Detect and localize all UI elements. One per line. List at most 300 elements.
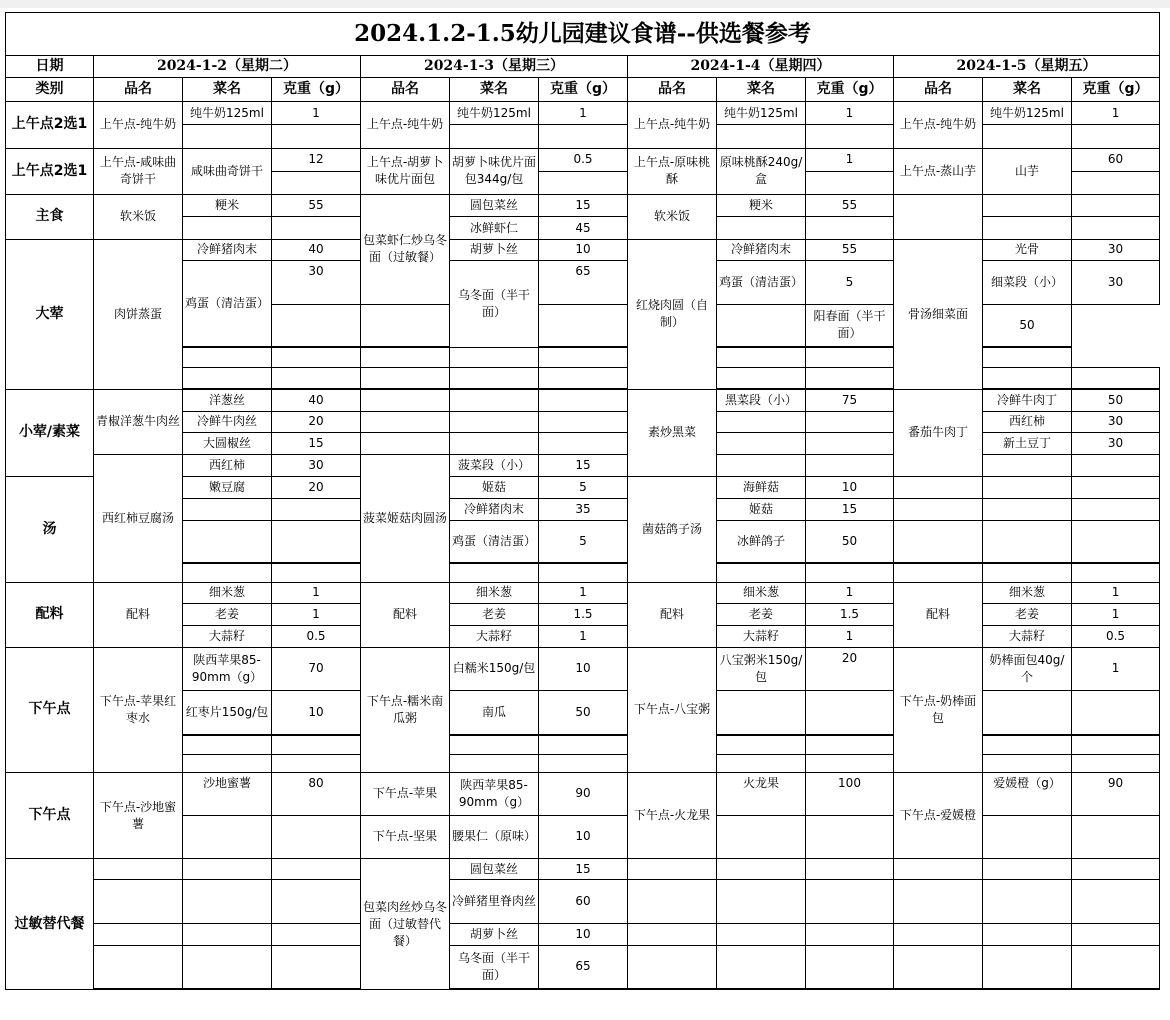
empty-cell <box>450 411 539 432</box>
ingredient-weight: 65 <box>539 260 628 304</box>
empty-cell <box>983 691 1072 735</box>
dish-name: 下午点-坚果 <box>361 815 450 859</box>
ingredient-name: 红枣片150g/包 <box>183 691 272 735</box>
ingredient-name: 火龙果 <box>717 773 806 816</box>
empty-cell <box>983 859 1072 880</box>
dish-name: 素炒黑菜 <box>628 389 717 476</box>
ingredient-weight: 10 <box>539 647 628 691</box>
empty-cell <box>94 988 183 989</box>
dish-name: 西红柿豆腐汤 <box>94 455 183 583</box>
ingredient-name: 冷鲜猪肉末 <box>717 239 806 260</box>
empty-cell <box>1072 368 1160 388</box>
ingredient-weight: 40 <box>272 239 361 260</box>
menu-sheet <box>5 12 1159 990</box>
empty-cell <box>1072 754 1160 772</box>
ingredient-weight: 65 <box>539 946 628 989</box>
ingredient-weight: 55 <box>806 195 894 217</box>
dish-name: 包菜虾仁炒乌冬面（过敏餐） <box>361 195 450 304</box>
ingredient-name: 纯牛奶125ml <box>717 102 806 125</box>
dish-name: 配料 <box>94 582 183 647</box>
empty-cell <box>983 754 1072 772</box>
empty-cell <box>894 946 983 989</box>
empty-cell <box>183 563 272 582</box>
ingredient-name: 细米葱 <box>450 582 539 603</box>
dish-name: 上午点-蒸山芋 <box>894 148 983 195</box>
empty-cell <box>539 411 628 432</box>
dish-name: 上午点-纯牛奶 <box>361 102 450 149</box>
category-label: 过敏替代餐 <box>6 859 94 990</box>
empty-cell <box>1072 946 1160 989</box>
empty-cell <box>717 988 806 989</box>
empty-cell <box>183 217 272 239</box>
ingredient-name: 原味桃酥240g/盒 <box>717 148 806 195</box>
empty-cell <box>450 563 539 582</box>
empty-cell <box>983 563 1072 582</box>
empty-cell <box>272 217 361 239</box>
ingredient-name: 大圆椒丝 <box>183 433 272 455</box>
empty-cell <box>717 859 806 880</box>
empty-cell <box>628 988 717 989</box>
empty-cell <box>806 691 894 735</box>
ingredient-name: 老姜 <box>183 604 272 626</box>
ingredient-weight: 15 <box>806 498 894 520</box>
empty-cell <box>183 368 272 388</box>
empty-cell <box>717 455 806 476</box>
empty-cell <box>450 754 539 772</box>
empty-cell <box>450 348 539 368</box>
empty-cell <box>717 125 806 148</box>
empty-cell <box>94 946 183 989</box>
empty-cell <box>806 125 894 148</box>
dish-name: 下午点-沙地蜜薯 <box>94 773 183 859</box>
ingredient-name: 姬菇 <box>717 498 806 520</box>
ingredient-name: 洋葱丝 <box>183 389 272 411</box>
ingredient-weight: 0.5 <box>272 626 361 647</box>
empty-cell <box>983 880 1072 924</box>
column-header: 克重（g） <box>1072 77 1160 101</box>
dish-name: 下午点-爱媛橙 <box>894 773 983 859</box>
ingredient-weight: 1 <box>539 626 628 647</box>
empty-cell <box>1072 217 1160 239</box>
empty-cell <box>272 368 361 388</box>
browser-top-strip <box>0 0 1170 8</box>
empty-cell <box>183 125 272 148</box>
ingredient-name: 光骨 <box>983 239 1072 260</box>
empty-cell <box>539 348 628 368</box>
empty-cell <box>183 923 272 945</box>
empty-cell <box>983 815 1072 859</box>
ingredient-weight: 30 <box>1072 239 1160 260</box>
empty-cell <box>894 563 983 582</box>
ingredient-weight: 1 <box>1072 582 1160 603</box>
ingredient-weight: 0.5 <box>1072 626 1160 647</box>
ingredient-name: 姬菇 <box>450 476 539 498</box>
ingredient-weight: 50 <box>806 521 894 563</box>
empty-cell <box>1072 691 1160 735</box>
empty-cell <box>894 988 983 989</box>
ingredient-weight: 1 <box>539 582 628 603</box>
empty-cell <box>717 217 806 239</box>
empty-cell <box>1072 455 1160 476</box>
empty-cell <box>183 498 272 520</box>
empty-cell <box>717 563 806 582</box>
empty-cell <box>539 433 628 455</box>
empty-cell <box>1072 880 1160 924</box>
dish-name: 上午点-咸味曲奇饼干 <box>94 148 183 195</box>
empty-cell <box>806 815 894 859</box>
dish-name: 下午点-糯米南瓜粥 <box>361 647 450 773</box>
ingredient-name: 大蒜籽 <box>983 626 1072 647</box>
category-label: 小荤/素菜 <box>6 389 94 476</box>
empty-cell <box>539 735 628 754</box>
dish-name: 骨汤细菜面 <box>894 239 983 389</box>
dish-name: 上午点-原味桃酥 <box>628 148 717 195</box>
empty-cell <box>361 304 450 347</box>
empty-cell <box>272 735 361 754</box>
ingredient-name: 山芋 <box>983 148 1072 195</box>
ingredient-name: 菠菜段（小） <box>450 455 539 476</box>
ingredient-name: 陕西苹果85-90mm（g） <box>183 647 272 691</box>
ingredient-weight: 20 <box>272 411 361 432</box>
dish-name: 菌菇鸽子汤 <box>628 476 717 582</box>
ingredient-name: 老姜 <box>983 604 1072 626</box>
empty-cell <box>272 521 361 563</box>
empty-cell <box>1072 563 1160 582</box>
empty-cell <box>183 815 272 859</box>
column-header: 克重（g） <box>539 77 628 101</box>
ingredient-weight: 10 <box>539 239 628 260</box>
empty-cell <box>361 389 450 411</box>
empty-cell <box>717 735 806 754</box>
ingredient-name: 爱媛橙（g） <box>983 773 1072 816</box>
ingredient-weight: 60 <box>1072 148 1160 171</box>
ingredient-weight: 30 <box>1072 260 1160 304</box>
empty-cell <box>983 217 1072 239</box>
empty-cell <box>717 754 806 772</box>
ingredient-weight: 1 <box>1072 647 1160 691</box>
empty-cell <box>806 217 894 239</box>
dish-name: 下午点-苹果 <box>361 773 450 816</box>
ingredient-name: 冰鲜鸽子 <box>717 521 806 563</box>
empty-cell <box>1072 988 1160 989</box>
ingredient-weight: 80 <box>272 773 361 816</box>
empty-cell <box>806 563 894 582</box>
empty-cell <box>183 735 272 754</box>
column-header: 菜名 <box>450 77 539 101</box>
empty-cell <box>983 195 1072 217</box>
empty-cell <box>894 476 983 498</box>
empty-cell <box>272 171 361 194</box>
empty-cell <box>1072 476 1160 498</box>
ingredient-name: 圆包菜丝 <box>450 195 539 217</box>
date-label: 日期 <box>6 55 94 77</box>
ingredient-weight: 35 <box>539 498 628 520</box>
ingredient-weight: 10 <box>272 691 361 735</box>
empty-cell <box>450 368 539 388</box>
ingredient-weight: 15 <box>539 859 628 880</box>
ingredient-name: 胡萝卜味优片面包344g/包 <box>450 148 539 195</box>
column-header: 品名 <box>894 77 983 101</box>
dish-name: 下午点-八宝粥 <box>628 647 717 773</box>
dish-name: 软米饭 <box>94 195 183 240</box>
ingredient-weight: 10 <box>539 923 628 945</box>
ingredient-name: 奶棒面包40g/个 <box>983 647 1072 691</box>
empty-cell <box>1072 498 1160 520</box>
ingredient-weight: 60 <box>539 880 628 924</box>
empty-cell <box>806 411 894 432</box>
ingredient-weight: 70 <box>272 647 361 691</box>
ingredient-name: 新土豆丁 <box>983 433 1072 455</box>
dish-name: 上午点-纯牛奶 <box>94 102 183 149</box>
ingredient-name: 乌冬面（半干面） <box>450 946 539 989</box>
empty-cell <box>272 304 361 347</box>
ingredient-weight: 30 <box>272 455 361 476</box>
ingredient-weight: 1 <box>272 582 361 603</box>
ingredient-weight: 1 <box>806 626 894 647</box>
ingredient-name: 海鲜菇 <box>717 476 806 498</box>
empty-cell <box>183 348 272 368</box>
ingredient-name: 细米葱 <box>183 582 272 603</box>
category-label: 大荤 <box>6 239 94 389</box>
date-header: 2024-1-3（星期三） <box>361 55 628 77</box>
ingredient-name: 陕西苹果85-90mm（g） <box>450 773 539 816</box>
empty-cell <box>806 433 894 455</box>
ingredient-weight: 5 <box>539 521 628 563</box>
empty-cell <box>983 368 1072 388</box>
empty-cell <box>361 433 450 455</box>
dish-name: 包菜肉丝炒乌冬面（过敏替代餐） <box>361 859 450 990</box>
category-label: 下午点 <box>6 773 94 859</box>
ingredient-weight: 55 <box>806 239 894 260</box>
ingredient-weight: 20 <box>806 647 894 691</box>
empty-cell <box>894 859 983 880</box>
empty-cell <box>361 368 450 388</box>
category-label: 汤 <box>6 476 94 582</box>
ingredient-weight: 5 <box>806 260 894 304</box>
ingredient-weight: 5 <box>539 476 628 498</box>
empty-cell <box>183 521 272 563</box>
empty-cell <box>983 988 1072 989</box>
ingredient-name: 纯牛奶125ml <box>983 102 1072 125</box>
ingredient-name: 鸡蛋（清洁蛋） <box>450 521 539 563</box>
empty-cell <box>717 880 806 924</box>
empty-cell <box>539 171 628 194</box>
ingredient-weight: 1.5 <box>539 604 628 626</box>
empty-cell <box>894 923 983 945</box>
ingredient-name: 嫩豆腐 <box>183 476 272 498</box>
ingredient-name: 老姜 <box>717 604 806 626</box>
empty-cell <box>717 433 806 455</box>
empty-cell <box>628 859 717 880</box>
ingredient-weight: 100 <box>806 773 894 816</box>
ingredient-weight: 0.5 <box>539 148 628 171</box>
empty-cell <box>272 815 361 859</box>
empty-cell <box>361 411 450 432</box>
empty-cell <box>272 859 361 880</box>
empty-cell <box>272 988 361 989</box>
ingredient-name: 沙地蜜薯 <box>183 773 272 816</box>
ingredient-weight: 12 <box>272 148 361 171</box>
ingredient-name: 冷鲜猪肉末 <box>183 239 272 260</box>
date-header: 2024-1-5（星期五） <box>894 55 1160 77</box>
empty-cell <box>539 125 628 148</box>
ingredient-weight: 1 <box>1072 102 1160 125</box>
empty-cell <box>1072 923 1160 945</box>
empty-cell <box>450 433 539 455</box>
ingredient-weight: 30 <box>272 260 361 304</box>
ingredient-weight: 90 <box>539 773 628 816</box>
ingredient-weight: 55 <box>272 195 361 217</box>
empty-cell <box>539 368 628 388</box>
empty-cell <box>94 880 183 924</box>
ingredient-weight: 90 <box>1072 773 1160 816</box>
empty-cell <box>272 923 361 945</box>
category-label: 主食 <box>6 195 94 240</box>
ingredient-name: 黑菜段（小） <box>717 389 806 411</box>
ingredient-name: 老姜 <box>450 604 539 626</box>
ingredient-name: 大蒜籽 <box>717 626 806 647</box>
empty-cell <box>183 946 272 989</box>
empty-cell <box>1072 521 1160 563</box>
empty-cell <box>1072 125 1160 148</box>
dish-name: 下午点-苹果红枣水 <box>94 647 183 773</box>
ingredient-name: 大蒜籽 <box>450 626 539 647</box>
ingredient-name: 西红柿 <box>183 455 272 476</box>
ingredient-name: 冷鲜猪肉末 <box>450 498 539 520</box>
dish-name: 菠菜姬菇肉圆汤 <box>361 455 450 583</box>
column-header: 菜名 <box>183 77 272 101</box>
column-header: 品名 <box>361 77 450 101</box>
empty-cell <box>628 946 717 989</box>
ingredient-weight: 1 <box>272 102 361 125</box>
empty-cell <box>272 563 361 582</box>
dish-name: 配料 <box>361 582 450 647</box>
ingredient-name: 大蒜籽 <box>183 626 272 647</box>
empty-cell <box>450 125 539 148</box>
ingredient-name: 细菜段（小） <box>983 260 1072 304</box>
empty-cell <box>983 946 1072 989</box>
empty-cell <box>272 754 361 772</box>
empty-cell <box>183 859 272 880</box>
empty-cell <box>183 754 272 772</box>
ingredient-name: 粳米 <box>717 195 806 217</box>
ingredient-weight: 30 <box>1072 411 1160 432</box>
ingredient-weight: 50 <box>983 304 1072 347</box>
empty-cell <box>806 859 894 880</box>
empty-cell <box>806 988 894 989</box>
ingredient-name: 八宝粥米150g/包 <box>717 647 806 691</box>
empty-cell <box>806 348 894 368</box>
ingredient-name: 胡萝卜丝 <box>450 923 539 945</box>
dish-name: 配料 <box>628 582 717 647</box>
ingredient-name: 细米葱 <box>983 582 1072 603</box>
ingredient-name: 咸味曲奇饼干 <box>183 148 272 195</box>
column-header: 菜名 <box>983 77 1072 101</box>
empty-cell <box>894 521 983 563</box>
column-header: 菜名 <box>717 77 806 101</box>
empty-cell <box>361 348 450 368</box>
empty-cell <box>1072 195 1160 217</box>
empty-cell <box>717 691 806 735</box>
empty-cell <box>983 476 1072 498</box>
ingredient-weight: 20 <box>272 476 361 498</box>
ingredient-name: 冷鲜猪里脊肉丝 <box>450 880 539 924</box>
ingredient-weight: 1 <box>806 102 894 125</box>
empty-cell <box>806 946 894 989</box>
empty-cell <box>450 988 539 989</box>
empty-cell <box>983 521 1072 563</box>
column-header: 克重（g） <box>272 77 361 101</box>
dish-name: 乌冬面（半干面） <box>450 260 539 347</box>
empty-cell <box>894 195 983 240</box>
date-header: 2024-1-4（星期四） <box>628 55 894 77</box>
dish-name: 青椒洋葱牛肉丝 <box>94 389 183 455</box>
type-label: 类别 <box>6 77 94 101</box>
dish-name: 配料 <box>894 582 983 647</box>
dish-name: 下午点-奶棒面包 <box>894 647 983 773</box>
empty-cell <box>806 171 894 194</box>
ingredient-name: 白糯米150g/包 <box>450 647 539 691</box>
empty-cell <box>717 946 806 989</box>
ingredient-weight: 30 <box>1072 433 1160 455</box>
empty-cell <box>717 815 806 859</box>
empty-cell <box>272 498 361 520</box>
ingredient-weight: 75 <box>806 389 894 411</box>
empty-cell <box>450 735 539 754</box>
empty-cell <box>94 923 183 945</box>
empty-cell <box>717 348 806 368</box>
category-label: 上午点2选1 <box>6 148 94 195</box>
empty-cell <box>806 880 894 924</box>
dish-name: 番茄牛肉丁 <box>894 389 983 476</box>
menu-table <box>5 12 1160 990</box>
ingredient-weight: 1 <box>539 102 628 125</box>
page-title: 2024.1.2-1.5幼儿园建议食谱--供选餐参考 <box>6 13 1160 56</box>
ingredient-name: 纯牛奶125ml <box>450 102 539 125</box>
empty-cell <box>628 923 717 945</box>
dish-name: 上午点-胡萝卜味优片面包 <box>361 148 450 195</box>
ingredient-weight: 1 <box>806 148 894 171</box>
empty-cell <box>1072 171 1160 194</box>
ingredient-name: 腰果仁（原味） <box>450 815 539 859</box>
ingredient-weight: 10 <box>806 476 894 498</box>
ingredient-weight: 50 <box>1072 389 1160 411</box>
ingredient-name: 纯牛奶125ml <box>183 102 272 125</box>
empty-cell <box>894 880 983 924</box>
dish-name: 下午点-火龙果 <box>628 773 717 859</box>
ingredient-name: 胡萝卜丝 <box>450 239 539 260</box>
ingredient-name: 冰鲜虾仁 <box>450 217 539 239</box>
empty-cell <box>983 348 1072 368</box>
empty-cell <box>806 923 894 945</box>
empty-cell <box>894 498 983 520</box>
ingredient-name: 鸡蛋（清洁蛋） <box>183 260 272 346</box>
ingredient-name: 冷鲜牛肉丝 <box>183 411 272 432</box>
ingredient-weight: 50 <box>539 691 628 735</box>
ingredient-weight: 15 <box>272 433 361 455</box>
empty-cell <box>806 735 894 754</box>
dish-name: 上午点-纯牛奶 <box>628 102 717 149</box>
category-label: 下午点 <box>6 647 94 773</box>
empty-cell <box>628 880 717 924</box>
ingredient-weight: 40 <box>272 389 361 411</box>
ingredient-name: 粳米 <box>183 195 272 217</box>
empty-cell <box>983 125 1072 148</box>
ingredient-name: 南瓜 <box>450 691 539 735</box>
ingredient-weight: 10 <box>539 815 628 859</box>
empty-cell <box>539 754 628 772</box>
dish-name: 上午点-纯牛奶 <box>894 102 983 149</box>
